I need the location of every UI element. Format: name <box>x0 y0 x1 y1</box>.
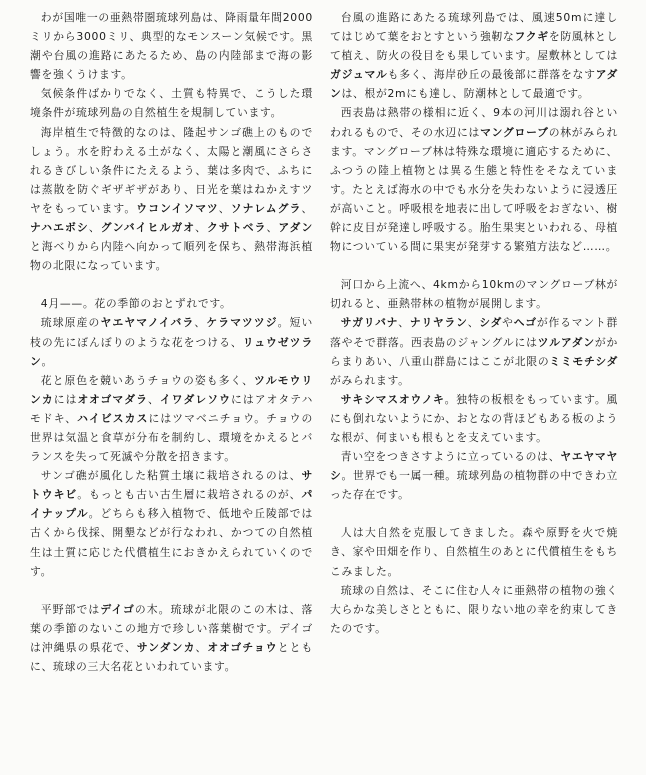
paragraph-gap <box>330 256 618 275</box>
right-column <box>330 8 618 638</box>
paragraph: 西表島は熱帯の様相に近く、9本の河川は溺れ谷といわれるもので、その水辺にはマングローブの林がみられます。マングローブ林は特殊な環境に適応するために、ふつうの陸上植物とは異る生態と特性をそなえています。たとえば海水の中でも水分を失わないように浸透圧が高いこと。呼吸根を地表に出して呼吸をおぎない、樹幹に皮目が発達し呼吸する。胎生果実といわれる、母植物についている間に果実が発芽する繁殖方法など……。 <box>330 106 618 254</box>
paragraph: 人は大自然を克服してきました。森や原野を火で焼き、家や田畑を作り、自然植生のあとに代償植生をもちこみました。 <box>330 526 618 578</box>
left-column <box>30 8 313 676</box>
paragraph: 台風の進路にあたる琉球列島では、風速50mに達してはじめて葉をおとすという強靭なフクギを防風林として植え、防火の役目をも果しています。屋敷林としてはガジュマルも多く、海岸砂丘の最後部に群落をなすアダンは、根が2mにも達し、防潮林として最適です。 <box>330 11 618 101</box>
paragraph: わが国唯一の亜熱帯圏琉球列島は、降雨量年間2000ミリから3000ミリ、典型的なモンスーン気候です。黒潮や台風の進路にあたるため、島の内陸部まで海の影響を強くうけます。 <box>30 11 313 82</box>
paragraph: サンゴ礁が風化した粘質土壌に栽培されるのは、サトウキビ。もっとも古い古生層に栽培されるのが、パイナップル。どちらも移入植物で、低地や丘陵部では古くから伐採、開墾などが行なわれ、かつての自然植生は土質に応じた代償植生におきかえられていくのです。 <box>30 469 313 578</box>
paragraph: 平野部ではデイゴの木。琉球が北限のこの木は、落葉の季節のないこの地方で珍しい落葉樹です。デイゴは沖縄県の県花で、サンダンカ、オオゴチョウとともに、琉球の三大名花といわれています。 <box>30 602 314 673</box>
paragraph: 花と原色を競いあうチョウの姿も多く、ツルモウリンカにはオオゴマダラ、イワダレソウにはアオタテハモドキ、ハイビスカスにはツマベニチョウ。チョウの世界は気温と食草が分布を制約し、環境をかえるとバランスを失って死滅や分散を招きます。 <box>30 373 313 464</box>
paragraph: サガリバナ、ナリヤラン、シダやヘゴが作るマント群落やそで群落。西表島のジャングルにはツルアダンがからまりあい、八重山群島にはここが北限のミミモチシダがみられます。 <box>330 316 619 387</box>
paragraph: 河口から上流へ、4kmから10kmのマングローブ林が切れると、亜熱帯林の植物が展開します。 <box>330 278 618 311</box>
paragraph: 海岸植生で特徴的なのは、隆起サンゴ礁上のものでしょう。水を貯わえる土がなく、太陽と潮風にさらされるきびしい条件にたえるよう、葉は多肉で、ふちには蒸散を防ぐギザギザがあり、日光を葉はねかえすツヤをもっています。ウコンイソマツ、ソナレムグラ、ナハエボシ、グンバイヒルガオ、クサトベラ、アダンと海べりから内陸へ向かって順列を保ち、熱帯海浜植物の北限になっています。 <box>30 125 314 273</box>
paragraph: 琉球の自然は、そこに住む人々に亜熱帯の植物の強く大らかな美しさとともに、限りない地の幸を約束してきたのです。 <box>330 583 618 635</box>
paragraph-gap <box>30 581 313 600</box>
paragraph: 青い空をつきさすように立っているのは、ヤエヤマヤシ。世界でも一属一種。琉球列島の植物群の中できわ立った存在です。 <box>330 450 618 502</box>
paragraph-gap <box>30 275 313 294</box>
paragraph: 気候条件ばかりでなく、土質も特異で、こうした環境条件が琉球列島の自然植生を規制しています。 <box>30 87 313 120</box>
paragraph: 4月——。花の季節のおとずれです。 <box>40 297 232 311</box>
paragraph: 琉球原産のヤエヤマノイバラ、ケラマツツジ。短い枝の先にぼんぼりのような花をつける、リュウゼツラン。 <box>30 316 314 368</box>
paragraph-gap <box>330 504 618 523</box>
paragraph: サキシマスオウノキ。独特の板根をもっています。風にも倒れないようにか、おとなの背ほどもある板のような根が、何まいも根もとを支えています。 <box>330 392 618 444</box>
